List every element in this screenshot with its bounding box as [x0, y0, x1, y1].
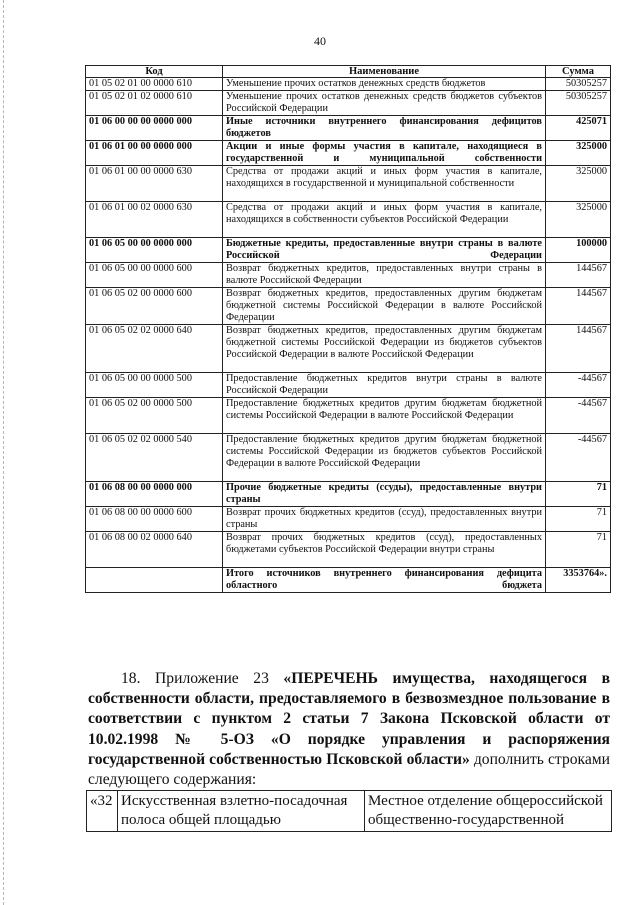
table-header-row: [86, 66, 611, 78]
cell-code: 01 06 05 02 00 0000 600: [86, 288, 223, 325]
cell-code: 01 06 01 00 02 0000 630: [86, 202, 223, 238]
cell-sum: 71: [546, 532, 611, 568]
table-row: [86, 263, 611, 288]
cell-name: Возврат бюджетных кредитов, предоставленных другим бюджетам бюджетной системы Российской Федерации в валюте Российской Федерации: [223, 288, 546, 325]
cell-name: Средства от продажи акций и иных форм участия в капитале, находящихся в собственности субъектов Российской Федерации: [223, 202, 546, 238]
table-row: [86, 78, 611, 91]
table-row: [86, 482, 611, 507]
budget-table-body: [86, 78, 611, 593]
cell-name: Уменьшение прочих остатков денежных средств бюджетов: [223, 78, 546, 91]
property-name: Искусственная взлетно-посадочная полоса общей площадью: [118, 791, 365, 832]
cell-code: 01 06 08 00 02 0000 640: [86, 532, 223, 568]
cell-name: Возврат бюджетных кредитов, предоставленных внутри страны в валюте Российской Федерации: [223, 263, 546, 288]
page-number: 40: [314, 34, 326, 48]
table-row: [86, 398, 611, 434]
cell-name: Предоставление бюджетных кредитов внутри страны в валюте Российской Федерации: [223, 373, 546, 398]
cell-code: 01 06 05 02 02 0000 540: [86, 434, 223, 482]
cell-name: Уменьшение прочих остатков денежных средств бюджетов субъектов Российской Федерации: [223, 91, 546, 116]
cell-name: Иные источники внутреннего финансирования дефицитов бюджетов: [223, 116, 546, 141]
cell-name: Прочие бюджетные кредиты (ссуды), предоставленные внутри страны: [223, 482, 546, 507]
cell-sum: -44567: [546, 373, 611, 398]
cell-name: Акции и иные формы участия в капитале, находящиеся в государственной и муниципальной собственности: [223, 141, 546, 166]
cell-code: 01 06 05 02 00 0000 500: [86, 398, 223, 434]
header-sum: Сумма: [546, 66, 611, 78]
table-row: [86, 202, 611, 238]
cell-sum: -44567: [546, 398, 611, 434]
cell-code: 01 06 05 00 00 0000 500: [86, 373, 223, 398]
cell-code: 01 05 02 01 02 0000 610: [86, 91, 223, 116]
cell-code: 01 05 02 01 00 0000 610: [86, 78, 223, 91]
cell-sum: 50305257: [546, 91, 611, 116]
table-row: [86, 373, 611, 398]
header-code: Код: [86, 66, 223, 78]
cell-sum: 325000: [546, 202, 611, 238]
cell-name: Предоставление бюджетных кредитов другим бюджетам бюджетной системы Российской Федерации из бюджетов субъектов Российской Федерации в валюте Российской Федерации: [223, 434, 546, 482]
cell-sum: 144567: [546, 325, 611, 373]
property-num: «32: [87, 791, 118, 832]
cell-code: 01 06 05 02 02 0000 640: [86, 325, 223, 373]
scan-edge-line: [3, 0, 5, 905]
cell-code: 01 06 08 00 00 0000 000: [86, 482, 223, 507]
cell-name: Возврат прочих бюджетных кредитов (ссуд), предоставленных бюджетами субъектов Российской Федерации внутри страны: [223, 532, 546, 568]
total-sum: 3353764».: [546, 568, 611, 593]
cell-sum: -44567: [546, 434, 611, 482]
cell-code: 01 06 00 00 00 0000 000: [86, 116, 223, 141]
total-name: Итого источников внутреннего финансирования дефицита областного бюджета: [223, 568, 546, 593]
cell-code: 01 06 01 00 00 0000 630: [86, 166, 223, 202]
table-row: [86, 166, 611, 202]
budget-sources-table: [85, 65, 611, 593]
cell-name: Возврат бюджетных кредитов, предоставленных другим бюджетам бюджетной системы Российской Федерации из бюджетов субъектов Российской Федерации в валюте Российской Федерации: [223, 325, 546, 373]
cell-sum: 325000: [546, 166, 611, 202]
cell-code: 01 06 05 00 00 0000 000: [86, 238, 223, 263]
property-holder: Местное отделение общероссийской общественно-государственной: [365, 791, 612, 832]
table-row: [86, 532, 611, 568]
paragraph-bold-title: «ПЕРЕЧЕНЬ имущества, находящегося в собственности области, предоставляемого в безвозмездное пользование в соответствии с пунктом 2 статьи 7 Закона Псковской области от 10.02.1998 № 5-ОЗ «О порядке управления и распоряжения государственной собственностью Псковской области»: [88, 670, 610, 768]
cell-sum: 71: [546, 482, 611, 507]
cell-sum: 50305257: [546, 78, 611, 91]
cell-name: Возврат прочих бюджетных кредитов (ссуд), предоставленных внутри страны: [223, 507, 546, 532]
cell-name: Бюджетные кредиты, предоставленные внутри страны в валюте Российской Федерации: [223, 238, 546, 263]
amendment-paragraph: [88, 669, 610, 790]
cell-code: 01 06 05 00 00 0000 600: [86, 263, 223, 288]
cell-name: Предоставление бюджетных кредитов другим бюджетам бюджетной системы Российской Федерации в валюте Российской Федерации: [223, 398, 546, 434]
property-table-body: [87, 791, 612, 832]
cell-code: 01 06 08 00 00 0000 600: [86, 507, 223, 532]
table-row: [86, 288, 611, 325]
table-row: [86, 238, 611, 263]
cell-code: 01 06 01 00 00 0000 000: [86, 141, 223, 166]
paragraph-suffix: дополнить строками следующего содержания:: [88, 750, 611, 789]
table-row: [86, 434, 611, 482]
table-total-row: [86, 568, 611, 593]
table-row: [86, 141, 611, 166]
paragraph-prefix: 18. Приложение 23: [121, 670, 284, 687]
property-row: [87, 791, 612, 832]
cell-name: Средства от продажи акций и иных форм участия в капитале, находящихся в государственной и муниципальной собственности: [223, 166, 546, 202]
cell-sum: 144567: [546, 288, 611, 325]
header-name: Наименование: [223, 66, 546, 78]
cell-sum: 100000: [546, 238, 611, 263]
cell-sum: 425071: [546, 116, 611, 141]
table-row: [86, 325, 611, 373]
cell-sum: 325000: [546, 141, 611, 166]
table-row: [86, 507, 611, 532]
table-row: [86, 116, 611, 141]
total-code: [86, 568, 223, 593]
table-row: [86, 91, 611, 116]
cell-sum: 144567: [546, 263, 611, 288]
cell-sum: 71: [546, 507, 611, 532]
property-table: [86, 790, 612, 832]
